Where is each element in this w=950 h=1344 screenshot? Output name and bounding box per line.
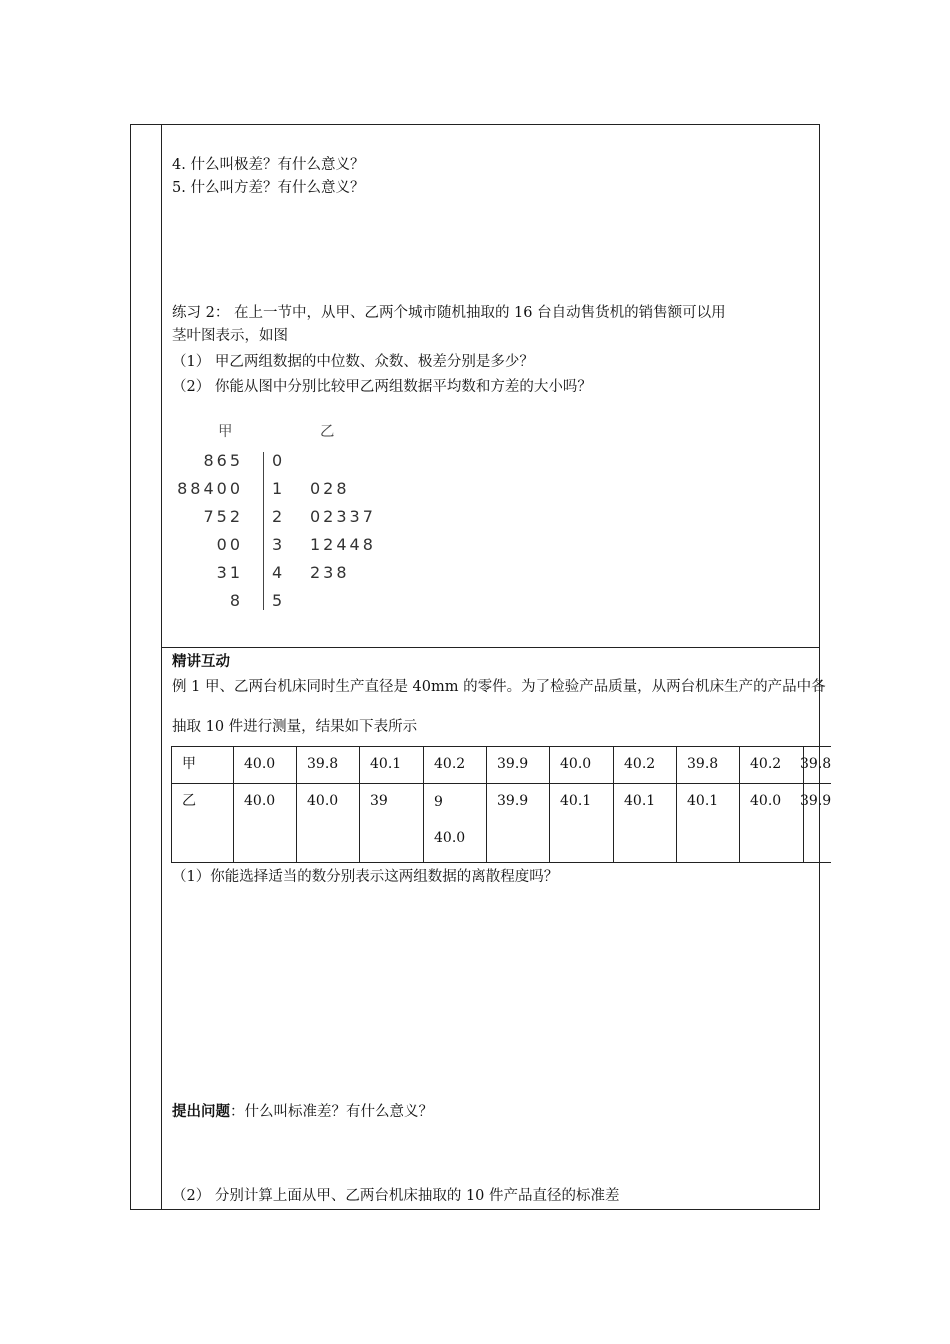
table-cell: 40.2 (424, 747, 487, 784)
outer-frame (130, 124, 820, 1210)
raise-question-text: ：什么叫标准差？有什么意义？ (230, 1104, 433, 1120)
table-cell: 39.9 (804, 784, 832, 863)
table-cell: 39.8 (804, 747, 832, 784)
table-cell: 40.1 (360, 747, 424, 784)
table-cell: 39.8 (677, 747, 740, 784)
question-standard-deviation: （2） 分别计算上面从甲、乙两台机床抽取的 10 件产品直径的标准差 (172, 1188, 620, 1204)
stem-2: 2 (272, 507, 286, 526)
exercise-2-line2: 茎叶图表示，如图 (172, 328, 288, 344)
table-cell: 40.2 (614, 747, 677, 784)
example-1-line2: 抽取 10 件进行测量，结果如下表所示 (172, 719, 418, 735)
table-cell: 40.1 (614, 784, 677, 863)
left-column-divider (161, 124, 162, 1210)
section-heading: 精讲互动 (172, 653, 230, 670)
stem-0: 0 (272, 451, 286, 470)
stem-5: 5 (272, 591, 286, 610)
stem-leaf-left-3: 00 (216, 535, 243, 554)
table-row-jia (172, 747, 832, 784)
row-label: 甲 (172, 747, 234, 784)
stem-1: 1 (272, 479, 286, 498)
table-cell: 39.8 (297, 747, 360, 784)
stem-leaf-left-0: 865 (203, 451, 243, 470)
table-cell: 40.0 (234, 747, 297, 784)
table-cell: 39.9 (487, 784, 550, 863)
exercise-2-line1: 练习 2： 在上一节中，从甲、乙两个城市随机抽取的 16 台自动售货机的销售额可以用 (172, 305, 726, 321)
stem-leaf-right-header: 乙 (320, 424, 335, 440)
sub-question-1: （1） 甲乙两组数据的中位数、众数、极差分别是多少？ (172, 354, 534, 370)
measurement-table (171, 746, 831, 863)
stem-4: 4 (272, 563, 286, 582)
stem-leaf-left-5: 8 (229, 591, 243, 610)
stem-leaf-left-4: 31 (216, 563, 243, 582)
stem-leaf-left-1: 88400 (177, 479, 243, 498)
stem-leaf-right-3: 12448 (310, 535, 376, 554)
question-dispersion: （1）你能选择适当的数分别表示这两组数据的离散程度吗？ (172, 869, 559, 885)
table-cell: 39 (360, 784, 424, 863)
table-cell: 40.0 (234, 784, 297, 863)
example-1-line1: 例 1 甲、乙两台机床同时生产直径是 40mm 的零件。为了检验产品质量，从两台机床生产的产品中各 (172, 679, 826, 695)
stem-leaf-right-4: 238 (310, 563, 350, 582)
table-cell: 40.2 (740, 747, 804, 784)
table-cell: 40.1 (677, 784, 740, 863)
table-cell: 40.0 (740, 784, 804, 863)
question-4: 4. 什么叫极差？有什么意义？ (172, 157, 365, 173)
stem-divider-line (263, 452, 264, 610)
section-divider (161, 647, 820, 648)
question-5: 5. 什么叫方差？有什么意义？ (172, 180, 365, 196)
table-cell: 40.1 (550, 784, 614, 863)
stem-leaf-right-2: 02337 (310, 507, 376, 526)
table-cell: 40.0 (550, 747, 614, 784)
table-cell: 40.0 (297, 784, 360, 863)
stem-leaf-left-2: 752 (203, 507, 243, 526)
stem-leaf-left-header: 甲 (218, 424, 233, 440)
stem-3: 3 (272, 535, 286, 554)
raise-question (172, 1103, 433, 1121)
table-row-yi (172, 784, 832, 863)
row-label: 乙 (172, 784, 234, 863)
raise-question-label: 提出问题 (172, 1103, 230, 1120)
table-cell: 9 40.0 (424, 784, 487, 863)
table-cell: 39.9 (487, 747, 550, 784)
stem-leaf-right-1: 028 (310, 479, 350, 498)
sub-question-2: （2） 你能从图中分别比较甲乙两组数据平均数和方差的大小吗？ (172, 379, 592, 395)
